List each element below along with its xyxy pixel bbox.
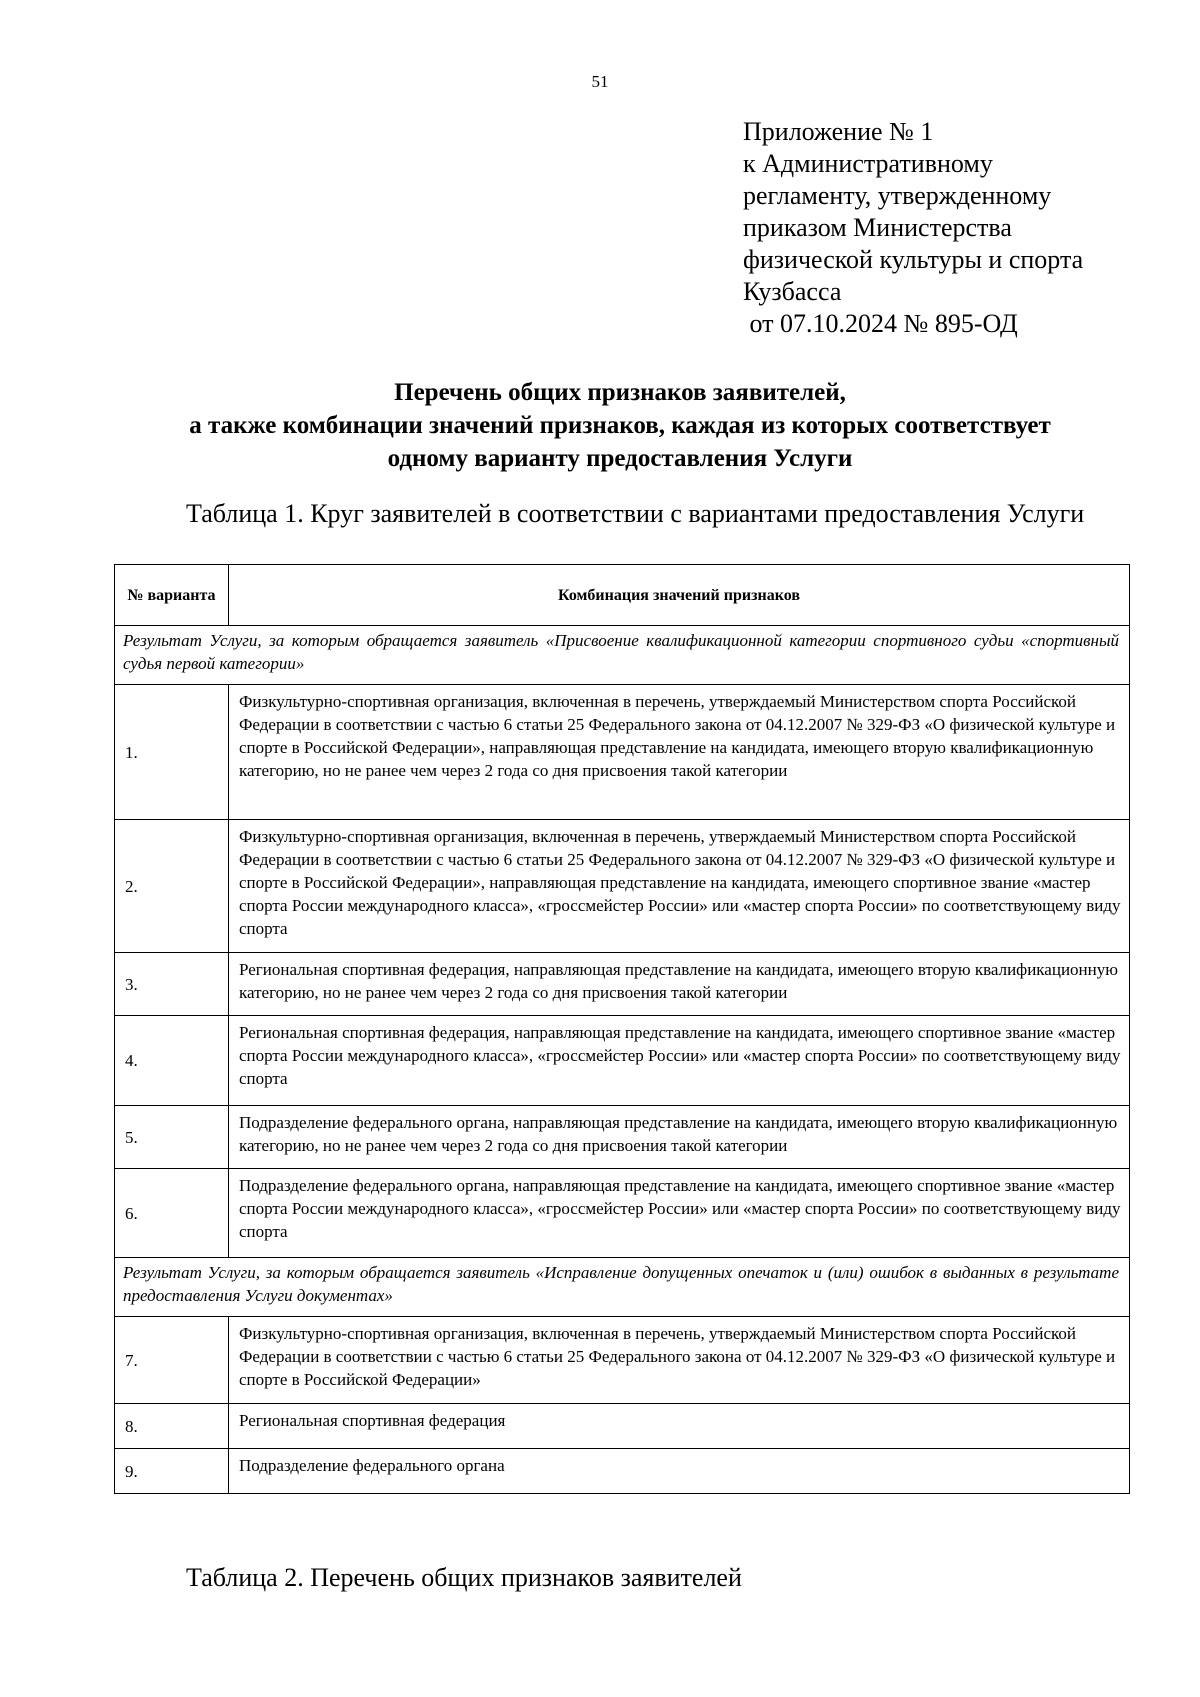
variant-combination: Региональная спортивная федерация, направляющая представление на кандидата, имеющего спортивное звание «мастер спорта России международного класса», «гроссмейстер России» или «мастер спорта России» по соответствующему виду спорта — [229, 1016, 1130, 1106]
variant-number: 7. — [115, 1317, 229, 1404]
variant-number: 8. — [115, 1404, 229, 1449]
variant-combination: Физкультурно-спортивная организация, включенная в перечень, утверждаемый Министерством спорта Российской Федерации в соответствии с частью 6 статьи 25 Федерального закона от 04.12.2007 № 329-ФЗ «О физической культуре и спорте в Российской Федерации», направляющая представление на кандидата, имеющего спортивное звание «мастер спорта России международного класса», «гроссмейстер России» или «мастер спорта России» по соответствующему виду спорта — [229, 820, 1130, 953]
section-title: Результат Услуги, за которым обращается заявитель «Присвоение квалификационной категории спортивного судьи «спортивный судья первой категории» — [115, 626, 1130, 685]
appendix-block — [743, 116, 1183, 340]
variant-combination: Региональная спортивная федерация — [229, 1404, 1130, 1449]
appendix-line: Кузбасса — [743, 277, 842, 306]
title-line: одному варианту предоставления Услуги — [387, 445, 853, 472]
variant-number: 5. — [115, 1106, 229, 1169]
title-line: а также комбинации значений признаков, каждая из которых соответствует — [189, 412, 1051, 439]
table-row — [115, 953, 1130, 1016]
variant-combination: Физкультурно-спортивная организация, включенная в перечень, утверждаемый Министерством спорта Российской Федерации в соответствии с частью 6 статьи 25 Федерального закона от 04.12.2007 № 329-ФЗ «О физической культуре и спорте в Российской Федерации», направляющая представление на кандидата, имеющего вторую квалификационную категорию, но не ранее чем через 2 года со дня присвоения такой категории — [229, 685, 1130, 820]
variant-combination: Подразделение федерального органа — [229, 1449, 1130, 1494]
variant-combination: Физкультурно-спортивная организация, включенная в перечень, утверждаемый Министерством спорта Российской Федерации в соответствии с частью 6 статьи 25 Федерального закона от 04.12.2007 № 329-ФЗ «О физической культуре и спорте в Российской Федерации» — [229, 1317, 1130, 1404]
appendix-line: от 07.10.2024 № 895-ОД — [743, 309, 1018, 338]
table-row — [115, 1317, 1130, 1404]
variant-combination: Подразделение федерального органа, направляющая представление на кандидата, имеющего вторую квалификационную категорию, но не ранее чем через 2 года со дня присвоения такой категории — [229, 1106, 1130, 1169]
appendix-line: к Административному — [743, 149, 993, 178]
table-row — [115, 685, 1130, 820]
table1-caption: Таблица 1. Круг заявителей в соответствии с вариантами предоставления Услуги — [186, 499, 1085, 528]
variant-combination: Региональная спортивная федерация, направляющая представление на кандидата, имеющего вторую квалификационную категорию, но не ранее чем через 2 года со дня присвоения такой категории — [229, 953, 1130, 1016]
variant-number: 4. — [115, 1016, 229, 1106]
appendix-line: приказом Министерства — [743, 213, 1012, 242]
appendix-line: физической культуры и спорта — [743, 245, 1084, 274]
header-variant-number: № варианта — [115, 565, 229, 626]
table-row — [115, 1404, 1130, 1449]
table-header-row — [115, 565, 1130, 626]
section-row — [115, 626, 1130, 685]
table-row — [115, 1016, 1130, 1106]
table-row — [115, 820, 1130, 953]
variant-number: 6. — [115, 1169, 229, 1258]
table-row — [115, 1106, 1130, 1169]
table-row — [115, 1169, 1130, 1258]
document-title — [100, 376, 1140, 475]
header-combination: Комбинация значений признаков — [229, 565, 1130, 626]
variant-number: 2. — [115, 820, 229, 953]
section-row — [115, 1258, 1130, 1317]
variant-number: 9. — [115, 1449, 229, 1494]
appendix-line: регламенту, утвержденному — [743, 181, 1052, 210]
variants-table — [114, 564, 1130, 1494]
title-line: Перечень общих признаков заявителей, — [394, 379, 846, 406]
variant-number: 1. — [115, 685, 229, 820]
table-row — [115, 1449, 1130, 1494]
variant-combination: Подразделение федерального органа, направляющая представление на кандидата, имеющего спортивное звание «мастер спорта России международного класса», «гроссмейстер России» или «мастер спорта России» по соответствующему виду спорта — [229, 1169, 1130, 1258]
table2-caption: Таблица 2. Перечень общих признаков заявителей — [186, 1563, 742, 1592]
section-title: Результат Услуги, за которым обращается заявитель «Исправление допущенных опечаток и (или) ошибок в выданных в результате предоставления Услуги документах» — [115, 1258, 1130, 1317]
variant-number: 3. — [115, 953, 229, 1016]
page-number: 51 — [591, 72, 609, 91]
appendix-line: Приложение № 1 — [743, 117, 934, 146]
